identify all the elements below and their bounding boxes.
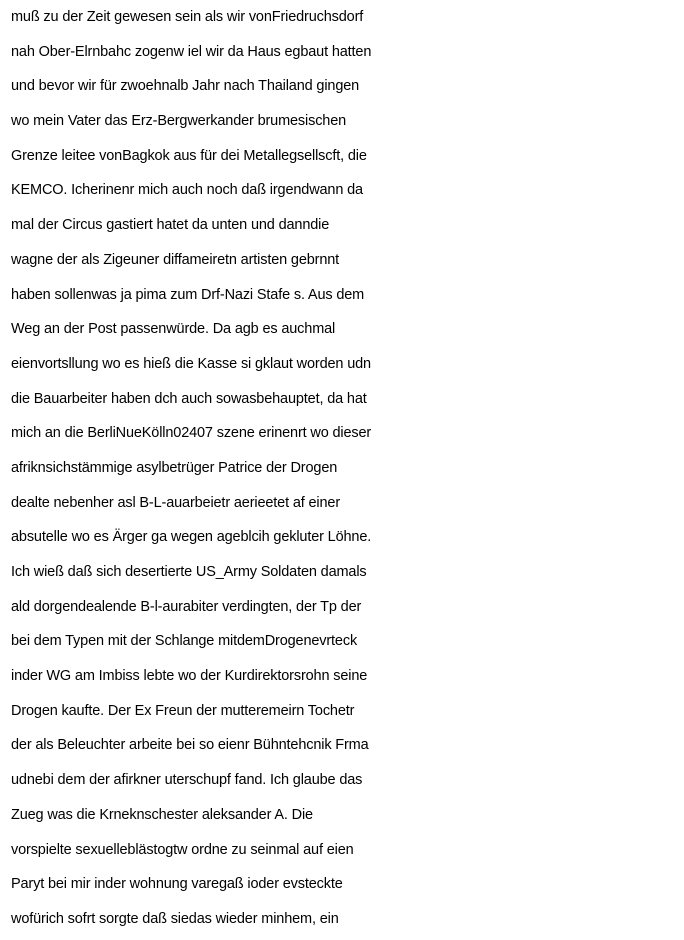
text-line-3: und bevor wir für zwoehnalb Jahr nach Thailand gingen (11, 78, 360, 95)
text-line-27: wofürich sofrt sorgte daß siedas wieder minhem, ein (11, 910, 339, 927)
text-line-12: die Bauarbeiter haben dch auch sowasbehauptet, da hat (11, 390, 367, 407)
text-line-5: Grenze leitee vonBagkok aus für dei Metallegsellscft, die (11, 147, 367, 164)
text-line-14: afriknsichstämmige asylbetrüger Patrice der Drogen (11, 459, 338, 476)
body-text (11, 0, 684, 937)
text-line-23: udnebi dem der afirkner uterschupf fand. Ich glaube das (11, 772, 363, 789)
text-line-11: eienvortsllung wo es hieß die Kasse si gklaut worden udn (11, 355, 371, 372)
text-line-4: wo mein Vater das Erz-Bergwerkander brumesischen (11, 113, 347, 130)
text-line-26: Paryt bei mir inder wohnung varegaß ioder evsteckte (11, 876, 343, 893)
text-line-22: der als Beleuchter arbeite bei so eienr Bühntehcnik Frma (11, 737, 369, 754)
text-line-18: ald dorgendealende B-l-aurabiter verdingten, der Tp der (11, 598, 362, 615)
text-line-25: vorspielte sexuelleblästogtw ordne zu seinmal auf eien (11, 841, 354, 858)
text-line-2: nah Ober-Elrnbahc zogenw iel wir da Haus egbaut hatten (11, 43, 372, 60)
text-line-8: wagne der als Zigeuner diffameiretn artisten gebrnnt (11, 251, 340, 268)
text-line-17: Ich wieß daß sich desertierte US_Army Soldaten damals (11, 564, 367, 580)
text-line-24: Zueg was die Krneknschester aleksander A. Die (11, 806, 313, 823)
text-line-13: mich an die BerliNueKölln02407 szene erinenrt wo dieser (11, 425, 372, 442)
text-line-16: absutelle wo es Ärger ga wegen ageblcih gekluter Löhne. (11, 529, 372, 546)
text-line-7: mal der Circus gastiert hatet da unten und danndie (11, 217, 330, 234)
document-page (11, 0, 684, 940)
text-line-19: bei dem Typen mit der Schlange mitdemDrogenevrteck (11, 633, 358, 650)
text-line-15: dealte nebenher asl B-L-auarbeietr aerieetet af einer (11, 494, 340, 511)
text-line-21: Drogen kaufte. Der Ex Freun der mutteremeirn Tochetr (11, 702, 355, 719)
text-line-1: muß zu der Zeit gewesen sein als wir vonFriedruchsdorf (11, 9, 364, 25)
text-line-10: Weg an der Post passenwürde. Da agb es auchmal (11, 321, 336, 338)
text-line-20: inder WG am Imbiss lebte wo der Kurdirektorsrohn seine (11, 668, 368, 685)
text-line-6: KEMCO. Icherinenr mich auch noch daß irgendwann da (11, 182, 363, 199)
text-line-9: haben sollenwas ja pima zum Drf-Nazi Stafe s. Aus dem (11, 286, 365, 303)
